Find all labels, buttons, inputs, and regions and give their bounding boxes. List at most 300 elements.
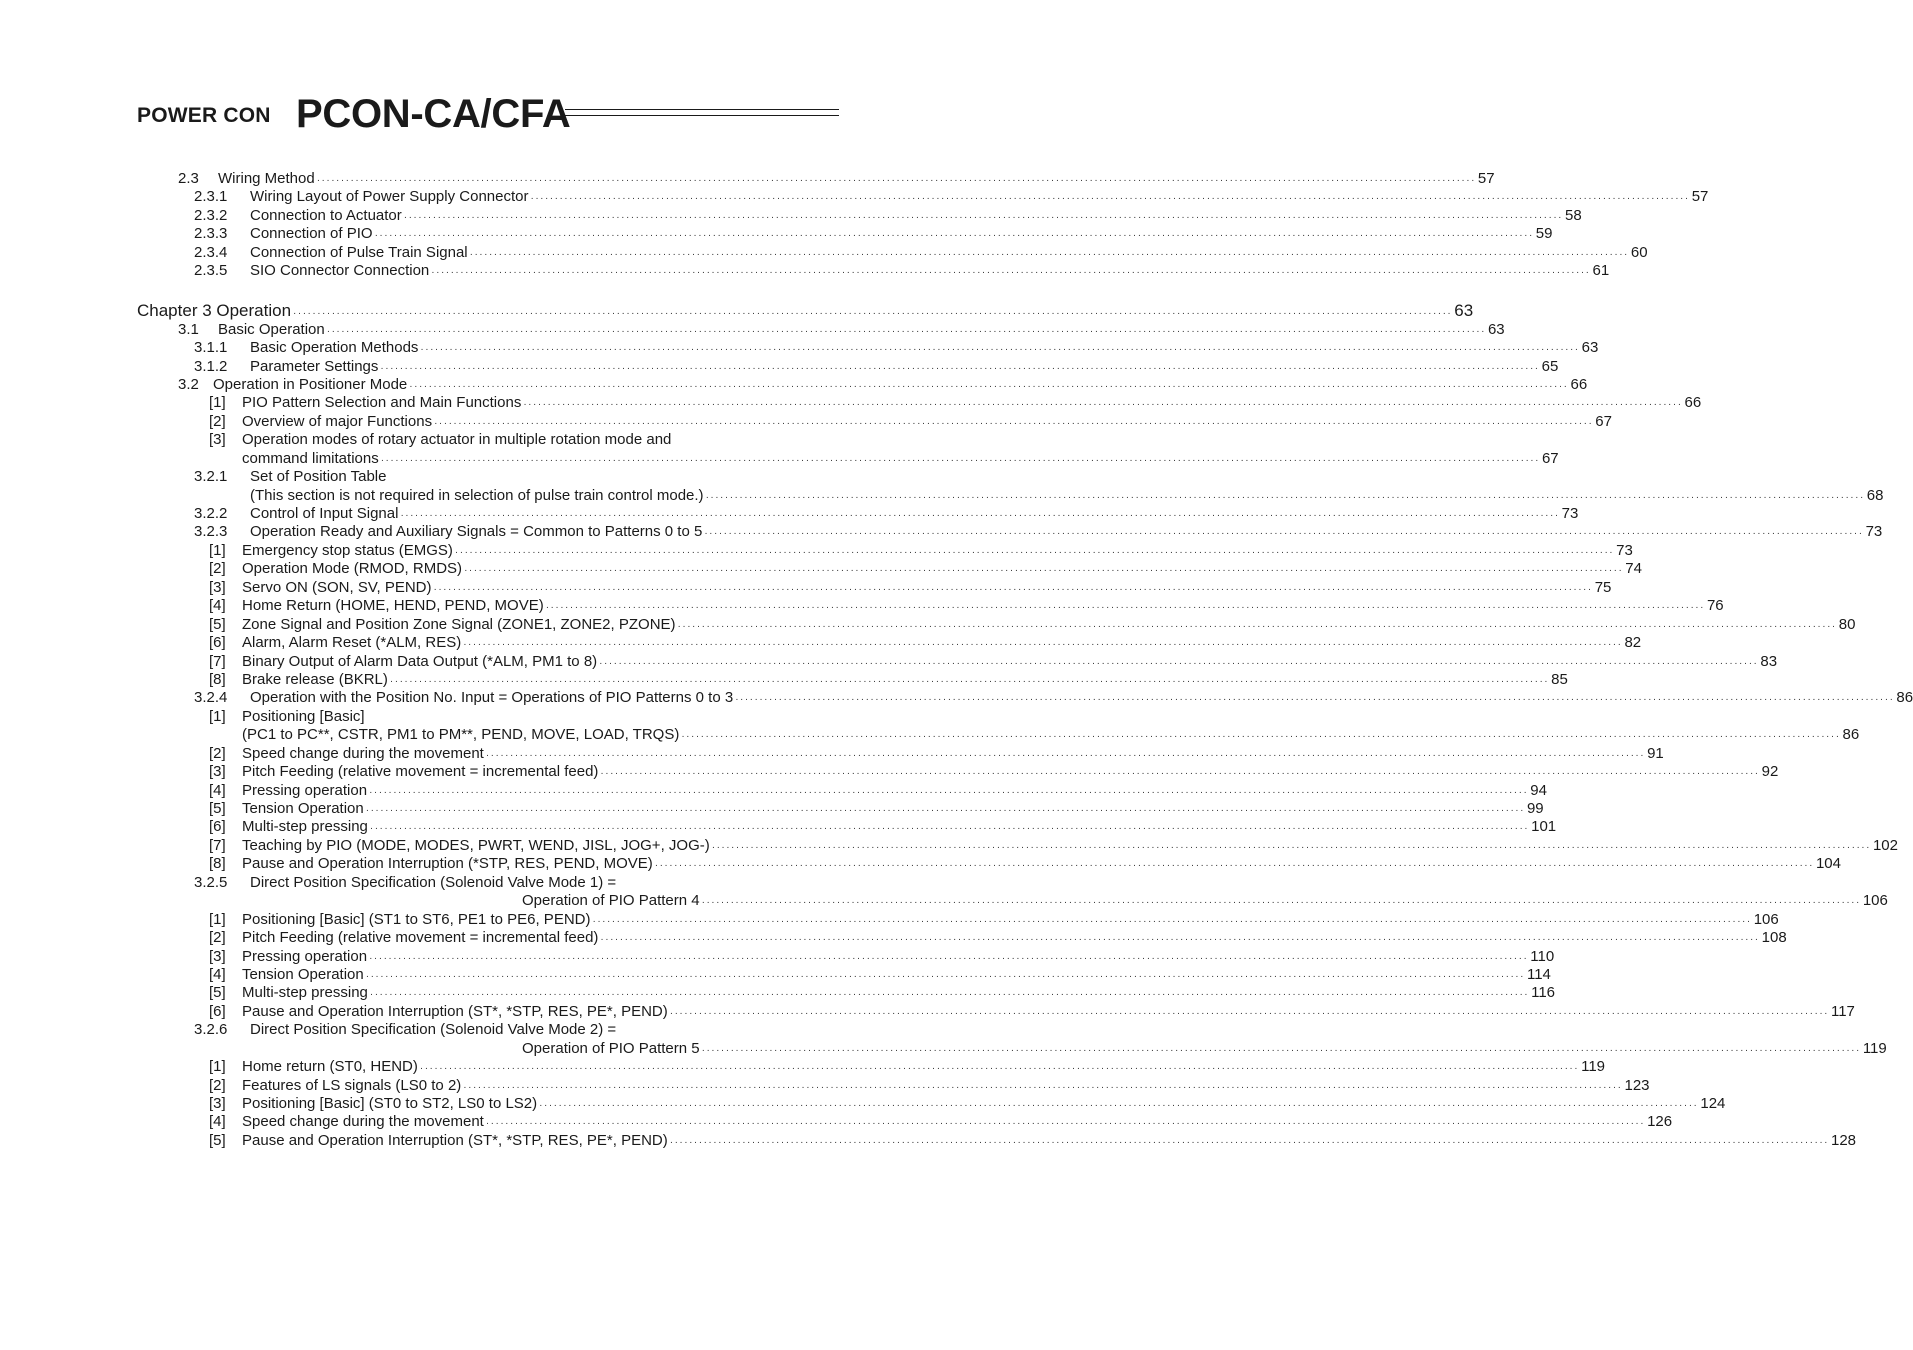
toc-entry-title: Binary Output of Alarm Data Output (*ALM, PM1 to 8) [242,652,598,670]
toc-section-number: [3] [209,947,226,965]
toc-entry [250,523,1883,543]
toc-section-number: [2] [209,560,226,578]
toc-entry [242,634,1642,654]
toc-entry [242,984,1556,1004]
toc-entry-title: Operation of PIO Pattern 5 [522,1039,700,1057]
toc-section-number: [1] [209,707,226,725]
toc-page-number: 104 [1815,855,1841,873]
toc-entry-title: Operation modes of rotary actuator in multiple rotation mode and [242,431,672,449]
toc-entry-title: Speed change during the movement [242,744,484,762]
toc-entry [242,578,1612,599]
toc-entry-title: PIO Pattern Selection and Main Functions [242,394,522,412]
toc-row [0,670,1568,689]
toc-page-number: 102 [1872,836,1898,854]
toc-section-number: 2.3.1 [194,188,228,206]
toc-entry [250,486,1884,507]
toc-entry-title: Overview of major Functions [242,412,433,430]
toc-dot-leader: ················································································································································································································································ [380,362,1540,374]
toc-row [0,615,1856,634]
toc-dot-leader: ················································································································································································································································ [701,897,1861,909]
toc-row [0,800,1544,818]
toc-row [0,357,1559,376]
toc-section-number: 3.2.1 [194,468,228,486]
toc-entry [242,855,1841,875]
toc-entry-title: Home return (ST0, HEND) [242,1058,418,1076]
toc-entry [242,910,1779,931]
toc-page-number: 73 [1616,541,1633,559]
toc-page-number: 61 [1592,262,1610,280]
toc-section-number: [3] [209,1095,226,1112]
toc-page-number: 60 [1630,243,1648,261]
toc-page-number: 119 [1581,1058,1606,1076]
toc-row [0,170,1495,188]
toc-page-number: 94 [1530,781,1547,799]
toc-dot-leader: ················································································································································································································································ [600,768,1760,780]
toc-dot-leader: ················································································································································································································································ [469,248,1629,260]
toc-dot-leader: ················································································································································································································································ [600,934,1760,946]
toc-page-number: 74 [1625,560,1642,578]
toc-row [0,486,1884,505]
toc-section-number: [6] [209,1002,226,1020]
toc-page-number: 86 [1842,726,1860,744]
toc-section-number: 2.3.3 [194,225,228,243]
toc-section-number: [2] [209,1076,226,1094]
toc-section-number: 3.1.2 [194,357,228,375]
toc-section-number: [5] [209,984,226,1002]
toc-dot-leader: ················································································································································································································································ [463,1081,1623,1093]
toc-dot-leader: ················································································································································································································································ [316,175,1476,186]
toc-entry [250,243,1648,264]
toc-page-number: 86 [1896,689,1913,707]
toc-page-number: 76 [1706,597,1724,615]
toc-entry-title: Brake release (BKRL) [242,670,388,688]
toc-entry-title: Speed change during the movement [242,1113,484,1131]
toc-entry [242,394,1702,414]
toc-entry-title: Tension Operation [242,800,364,817]
toc-entry [250,874,616,892]
toc-row [0,965,1551,984]
toc-entry [242,1002,1855,1023]
toc-page-number: 85 [1551,670,1568,688]
toc-section-number: [1] [209,394,226,412]
toc-entry-title: Pitch Feeding (relative movement = incremental feed) [242,763,599,781]
toc-row [0,874,954,892]
toc-page-number: 82 [1624,634,1642,652]
toc-dot-leader: ················································································································································································································································ [293,307,1453,319]
toc-row [0,243,1648,262]
toc-entry-title: Pitch Feeding (relative movement = incremental feed) [242,929,599,947]
toc-dot-leader: ················································································································································································································································ [592,915,1752,927]
toc-dot-leader: ················································································································································································································································ [701,1044,1861,1056]
toc-row [0,1076,1650,1095]
toc-row [0,1058,1606,1076]
toc-page-number: 99 [1526,800,1544,817]
toc-dot-leader: ················································································································································································································································ [369,823,1530,835]
toc-row [0,763,1779,781]
toc-entry [242,947,1555,968]
toc-page-number: 67 [1541,449,1559,467]
toc-section-number: [7] [209,836,226,854]
toc-row [0,523,1883,541]
toc-entry [242,615,1856,636]
toc-entry [250,689,1913,709]
toc-page-number: 128 [1830,1131,1857,1149]
toc-entry-title: Tension Operation [242,965,364,983]
toc-page-number: 106 [1862,892,1888,910]
toc-row [0,818,1557,836]
toc-section-number: 2.3 [178,170,199,187]
toc-entry [242,1131,1857,1152]
toc-entry [242,412,1612,433]
toc-row [0,449,1559,468]
toc-entry [242,708,365,726]
toc-entry [250,357,1559,378]
page-header [137,92,839,136]
toc-row [0,781,1547,800]
toc-entry [242,836,1898,857]
toc-dot-leader: ················································································································································································································································ [434,417,1594,429]
toc-entry-title: Servo ON (SON, SV, PEND) [242,578,432,596]
toc-entry-title: Pressing operation [242,781,368,799]
toc-section-number: [7] [209,652,226,670]
toc-entry [242,818,1557,838]
toc-page-number: 63 [1487,320,1505,338]
toc-row [0,1021,954,1039]
toc-section-number: [1] [209,541,226,559]
toc-section-number: [3] [209,431,226,449]
toc-row [0,505,1579,523]
toc-section-number: 3.2.6 [194,1021,228,1039]
toc-section-number: 3.2 [178,375,199,393]
toc-entry-title: Teaching by PIO (MODE, MODES, PWRT, WEND, JISL, JOG+, JOG-) [242,836,710,854]
toc-dot-leader: ················································································································································································································································ [403,211,1563,223]
toc-dot-leader: ················································································································································································································································ [400,510,1560,521]
toc-section-number: [5] [209,615,226,633]
toc-section-number: [4] [209,965,226,983]
toc-row [0,855,1841,873]
toc-page-number: 92 [1761,763,1779,781]
toc-page-number: 126 [1647,1113,1673,1131]
toc-dot-leader: ················································································································································································································································ [409,380,1569,392]
toc-section-number: [8] [209,670,226,688]
toc-dot-leader: ················································································································································································································································ [431,267,1591,279]
toc-dot-leader: ················································································································································································································································ [365,805,1525,816]
toc-entry [522,892,1888,912]
table-of-contents [0,170,1913,1150]
toc-section-number: [2] [209,412,226,430]
toc-row [0,597,1724,615]
toc-section-number: [6] [209,818,226,836]
toc-row [0,1095,1726,1113]
toc-entry [242,1095,1726,1115]
toc-row [0,206,1582,225]
toc-entry [250,505,1579,525]
toc-entry [242,763,1779,783]
toc-page-number: 67 [1595,412,1612,430]
toc-entry-title: Control of Input Signal [250,505,399,522]
toc-page-number: 63 [1454,300,1474,320]
toc-section-number: [5] [209,1131,226,1149]
toc-row [0,468,954,486]
toc-dot-leader: ················································································································································································································································ [374,230,1534,242]
toc-section-number: 3.2.5 [194,873,228,891]
toc-dot-leader: ················································································································································································································································ [735,694,1895,706]
toc-row [0,262,1610,280]
toc-entry [250,262,1610,282]
toc-page-number: 114 [1526,965,1551,983]
toc-section-number: 3.2.4 [194,689,228,707]
toc-entry [242,800,1544,820]
toc-entry-title: Connection of Pulse Train Signal [250,243,468,261]
toc-page-number: 108 [1761,929,1787,947]
toc-entry-title: Operation of PIO Pattern 4 [522,892,700,910]
toc-dot-leader: ················································································································································································································································ [530,193,1690,205]
toc-entry-title: Alarm, Alarm Reset (*ALM, RES) [242,634,462,652]
toc-page-number: 101 [1531,818,1557,836]
toc-entry [242,449,1559,470]
toc-row [0,836,1898,855]
toc-row [0,1039,1887,1058]
toc-entry [242,965,1551,986]
toc-entry-title: Multi-step pressing [242,984,368,1002]
toc-entry-title: Direct Position Specification (Solenoid Valve Mode 2) = [250,1021,617,1039]
toc-entry-title: Basic Operation [218,320,325,338]
toc-entry [242,652,1778,673]
toc-page-number: 83 [1760,652,1778,670]
toc-entry [522,1039,1887,1060]
toc-entry-title: Features of LS signals (LS0 to 2) [242,1076,462,1094]
toc-dot-leader: ················································································································································································································································ [669,1007,1829,1019]
toc-row [0,689,1913,707]
toc-entry [242,744,1664,765]
toc-entry-title: Positioning [Basic] (ST1 to ST6, PE1 to PE6, PEND) [242,910,591,928]
toc-page-number: 110 [1530,947,1555,965]
header-rule-bottom [565,115,839,116]
toc-dot-leader: ················································································································································································································································ [463,639,1623,651]
toc-chapter-row [0,300,1474,321]
toc-entry-title: Parameter Settings [250,357,379,375]
toc-row [0,744,1664,763]
toc-entry [242,597,1724,617]
toc-section-number: [1] [209,910,226,928]
toc-dot-leader: ················································································································································································································································ [326,325,1486,337]
toc-section-number: [1] [209,1058,226,1076]
toc-row [0,929,1787,947]
toc-page-number: 80 [1838,615,1856,633]
toc-page-number: 117 [1830,1002,1855,1020]
toc-entry-title: Basic Operation Methods [250,339,419,357]
toc-entry-title: Wiring Method [218,170,315,187]
toc-page-number: 73 [1561,505,1579,522]
toc-row [0,708,954,726]
toc-section-number: 3.2.2 [194,505,228,522]
toc-entry-title: Direct Position Specification (Solenoid Valve Mode 1) = [250,873,617,891]
toc-row [0,892,1888,910]
toc-section-number: [6] [209,634,226,652]
toc-dot-leader: ················································································································································································································································ [369,952,1529,964]
toc-entry-title: Emergency stop status (EMGS) [242,541,453,559]
toc-entry [250,1021,616,1039]
toc-section-number: [8] [209,855,226,873]
toc-entry-title: Wiring Layout of Power Supply Connector [250,188,529,206]
toc-entry-title: (This section is not required in selection of pulse train control mode.) [250,486,704,504]
toc-page-number: 91 [1647,744,1664,762]
toc-row [0,984,1556,1002]
toc-dot-leader: ················································································································································································································································ [599,657,1759,669]
toc-entry-title: Operation Mode (RMOD, RMDS) [242,560,463,578]
toc-entry-title: Operation in Positioner Mode [213,375,408,393]
toc-row [0,225,1553,243]
toc-section-number: [4] [209,1113,226,1131]
toc-row [0,339,1599,357]
toc-section-number: [4] [209,597,226,615]
toc-dot-leader: ················································································································································································································································ [369,786,1529,798]
toc-entry [250,339,1599,359]
toc-dot-leader: ················································································································································································································································ [485,1118,1646,1130]
toc-dot-leader: ················································································································································································································································ [669,1136,1829,1148]
toc-dot-leader: ················································································································································································································································ [389,675,1550,687]
toc-row [0,375,1588,394]
toc-section-number: 3.1 [178,320,199,338]
toc-page-number: 57 [1691,188,1709,206]
toc-entry [242,560,1642,580]
toc-row [0,412,1612,431]
toc-row [0,560,1642,578]
toc-row [0,910,1779,929]
toc-entry-title: Pause and Operation Interruption (ST*, *STP, RES, PE*, PEND) [242,1002,668,1020]
toc-row [0,320,1505,339]
toc-page-number: 58 [1564,206,1582,224]
toc-dot-leader: ················································································································································································································································ [380,454,1540,466]
toc-page-number: 119 [1862,1039,1887,1057]
toc-section-number: [5] [209,800,226,817]
toc-dot-leader: ················································································································································································································································ [704,528,1864,540]
toc-entry-title: Positioning [Basic] (ST0 to ST2, LS0 to LS2) [242,1095,538,1112]
toc-row [0,541,1633,560]
toc-row [0,394,1702,412]
toc-dot-leader: ················································································································································································································································ [485,749,1646,761]
toc-section-number: 2.3.2 [194,206,228,224]
toc-dot-leader: ················································································································································································································································ [545,602,1705,614]
toc-entry-title: Pause and Operation Interruption (ST*, *STP, RES, PE*, PEND) [242,1131,668,1149]
toc-entry-title: Home Return (HOME, HEND, PEND, MOVE) [242,597,544,615]
toc-page-number: 106 [1753,910,1779,928]
toc-entry-title: Operation with the Position No. Input = Operations of PIO Patterns 0 to 3 [250,689,734,707]
toc-dot-leader: ················································································································································································································································ [454,546,1615,558]
toc-entry-title: SIO Connector Connection [250,262,430,280]
toc-section-number: [2] [209,744,226,762]
toc-section-number: [4] [209,781,226,799]
toc-entry [218,170,1495,190]
toc-row [0,726,1860,744]
brand-series-label: POWER CON [137,104,271,127]
toc-page-number: 65 [1541,357,1559,375]
toc-entry [250,188,1709,208]
toc-entry-title: Pause and Operation Interruption (*STP, RES, PEND, MOVE) [242,855,653,873]
toc-page-number: 57 [1477,170,1495,187]
toc-row [0,188,1709,206]
toc-entry-title: Set of Position Table [250,468,387,486]
toc-dot-leader: ················································································································································································································································ [433,583,1593,595]
toc-entry-title: Connection to Actuator [250,206,402,224]
toc-dot-leader: ················································································································································································································································ [654,860,1814,872]
toc-page-number: 68 [1866,486,1884,504]
header-rule-top [565,109,839,110]
toc-section-number: 3.2.3 [194,523,228,541]
toc-dot-leader: ················································································································································································································································ [464,565,1624,577]
toc-section-number: [3] [209,763,226,781]
toc-entry-title: Multi-step pressing [242,818,368,836]
toc-entry [250,225,1553,245]
toc-dot-leader: ················································································································································································································································ [705,491,1865,503]
toc-dot-leader: ················································································································································································································································ [419,1063,1580,1075]
toc-entry-title: Pressing operation [242,947,368,965]
toc-row [0,947,1555,966]
toc-section-number: [2] [209,929,226,947]
toc-entry [242,670,1568,691]
toc-section-number: 2.3.5 [194,262,228,280]
toc-dot-leader: ················································································································································································································································ [420,344,1580,356]
toc-section-number: [3] [209,578,226,596]
toc-page-number: 116 [1531,984,1556,1002]
toc-entry [250,468,386,486]
toc-dot-leader: ················································································································································································································································ [539,1100,1699,1111]
toc-row [0,578,1612,597]
toc-entry [242,1058,1606,1078]
toc-row [0,1131,1857,1150]
toc-section-number: 2.3.4 [194,243,228,261]
toc-entry-title: Chapter 3 Operation [137,300,292,320]
toc-dot-leader: ················································································································································································································································ [369,989,1530,1001]
toc-page-number: 73 [1865,523,1883,541]
toc-entry [213,375,1588,396]
toc-entry-title: Connection of PIO [250,225,373,243]
toc-entry [250,206,1582,227]
toc-entry [242,726,1860,746]
toc-entry-title: Zone Signal and Position Zone Signal (ZONE1, ZONE2, PZONE) [242,615,676,633]
toc-entry [242,431,671,449]
toc-dot-leader: ················································································································································································································································ [677,620,1837,632]
toc-page-number: 63 [1581,339,1599,357]
toc-entry-title: Positioning [Basic] [242,707,365,725]
toc-dot-leader: ················································································································································································································································ [681,731,1841,743]
toc-entry-title: (PC1 to PC**, CSTR, PM1 to PM**, PEND, MOVE, LOAD, TRQS) [242,726,680,744]
toc-page-number: 59 [1535,225,1553,243]
toc-page-number: 124 [1700,1095,1726,1112]
toc-entry [242,929,1787,949]
toc-entry-title: command limitations [242,449,379,467]
toc-page-number: 66 [1684,394,1702,412]
toc-entry-title: Operation Ready and Auxiliary Signals = Common to Patterns 0 to 5 [250,523,703,541]
toc-row [0,634,1642,652]
product-title: PCON-CA/CFA [296,92,571,136]
toc-entry [242,1113,1673,1133]
toc-row [0,1002,1855,1021]
toc-section-number: 3.1.1 [194,339,228,357]
toc-dot-leader: ················································································································································································································································ [711,841,1871,853]
toc-dot-leader: ················································································································································································································································ [523,399,1683,411]
toc-entry [242,1076,1650,1097]
toc-entry [218,320,1505,341]
toc-row [0,1113,1673,1131]
toc-row [0,431,954,449]
toc-entry [242,541,1633,562]
toc-entry [242,781,1547,802]
toc-page-number: 123 [1624,1076,1650,1094]
toc-row [0,652,1778,671]
toc-dot-leader: ················································································································································································································································ [365,970,1525,982]
toc-page-number: 75 [1594,578,1612,596]
